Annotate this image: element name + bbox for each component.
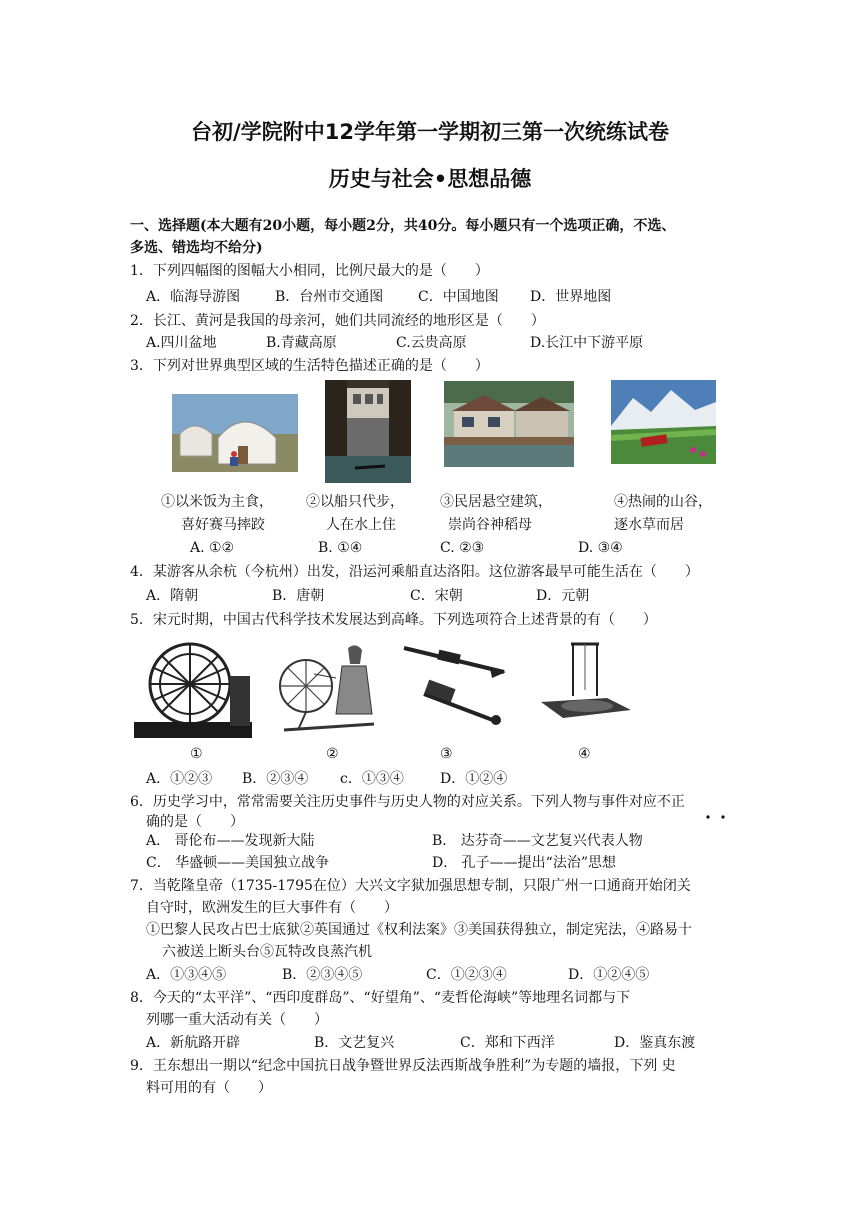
question-8-stem: 8．今天的“太平洋”、“西印度群岛”、“好望角”、“麦哲伦海峡”等地理名词都与下 xyxy=(130,990,631,1006)
q2-option-a: A.四川盆地 xyxy=(146,335,217,351)
exam-title: 台初/学院附中12学年第一学期初三第一次统练试卷 xyxy=(191,120,669,144)
q8-option-c: C．郑和下西洋 xyxy=(460,1035,555,1051)
q3-option-b: B. ①④ xyxy=(318,540,363,556)
q5-option-c: c．①③④ xyxy=(340,771,404,787)
q3-option-a: A. ①② xyxy=(190,540,235,556)
exam-subtitle: 历史与社会•思想品德 xyxy=(328,167,532,191)
question-7-stem: 7．当乾隆皇帝（1735-1795在位）大兴文字狱加强思想专制，只限广州一口通商开始闭关 xyxy=(130,878,691,894)
q3-caption-1-line2: 喜好赛马摔跤 xyxy=(181,517,265,533)
q3-caption-4-line1: ④热闹的山谷， xyxy=(614,494,712,510)
yurt-photo xyxy=(172,394,298,472)
q5-label-1: ① xyxy=(190,746,203,762)
q1-option-d: D．世界地图 xyxy=(530,289,612,305)
q2-option-b: B.青藏高原 xyxy=(266,335,337,351)
q6-option-a: A． 哥伦布——发现新大陆 xyxy=(146,833,315,849)
q3-caption-4-line2: 逐水草而居 xyxy=(614,517,684,533)
spinning-wheel-illustration xyxy=(274,634,386,740)
q5-label-3: ③ xyxy=(440,746,453,762)
q7-option-d: D．①②④⑤ xyxy=(568,967,650,983)
q4-option-b: B．唐朝 xyxy=(272,588,325,604)
question-4-stem: 4．某游客从余杭（今杭州）出发，沿运河乘船直达洛阳。这位游客最早可能生活在（ ） xyxy=(130,564,699,580)
q5-option-a: A．①②③ xyxy=(146,771,213,787)
q6-option-d: D． 孔子——提出“法治”思想 xyxy=(432,855,616,871)
q5-label-4: ④ xyxy=(578,746,591,762)
section-heading-cont: 多选、错选均不给分) xyxy=(130,240,263,256)
q3-caption-2-line2: 人在水上住 xyxy=(326,517,396,533)
question-5-stem: 5．宋元时期，中国古代科学技术发展达到高峰。下列选项符合上述背景的有（ ） xyxy=(130,612,657,628)
question-6-stem: 6．历史学习中，常常需要关注历史事件与历史人物的对应关系。下列人物与事件对应不正 xyxy=(130,794,685,810)
q7-option-c: C．①②③④ xyxy=(426,967,507,983)
q3-caption-3-line2: 崇尚谷神稻母 xyxy=(448,517,532,533)
q6-option-c: C． 华盛顿——美国独立战争 xyxy=(146,855,330,871)
question-7-stem-cont: 自守时，欧洲发生的巨大事件有（ ） xyxy=(146,900,398,916)
q3-caption-1-line1: ①以米饭为主食， xyxy=(161,494,273,510)
q5-label-2: ② xyxy=(326,746,339,762)
q5-option-d: D．①②④ xyxy=(440,771,508,787)
q1-option-a: A．临海导游图 xyxy=(146,289,241,305)
question-2-stem: 2．长江、黄河是我国的母亲河，她们共同流经的地形区是（ ） xyxy=(130,313,545,329)
q3-caption-3-line1: ③民居悬空建筑， xyxy=(440,494,552,510)
q3-caption-2-line1: ②以船只代步， xyxy=(306,494,404,510)
section-heading: 一、选择题(本大题有20小题，每小题2分，共40分。每小题只有一个选项正确，不选、 xyxy=(130,218,676,234)
question-8-stem-cont: 列哪一重大活动有关（ ） xyxy=(146,1012,328,1028)
mountain-train-photo xyxy=(611,380,716,464)
q4-option-a: A．隋朝 xyxy=(146,588,199,604)
question-9-stem: 9．王东想出一期以“纪念中国抗日战争暨世界反法西斯战争胜利”为专题的墙报，下列 史 xyxy=(130,1058,676,1074)
q6-option-b: B． 达芬奇——文艺复兴代表人物 xyxy=(432,833,643,849)
question-3-stem: 3．下列对世界典型区域的生活特色描述正确的是（ ） xyxy=(130,358,489,374)
question-1-stem: 1．下列四幅图的图幅大小相同，比例尺最大的是（ ） xyxy=(130,263,489,279)
q1-option-c: C．中国地图 xyxy=(418,289,499,305)
venice-canal-photo xyxy=(325,380,411,483)
question-6-stem-cont: 确的是（ ） xyxy=(146,814,244,830)
q2-option-d: D.长江中下游平原 xyxy=(530,335,644,351)
q3-option-d: D. ③④ xyxy=(578,540,623,556)
q4-option-c: C．宋朝 xyxy=(410,588,463,604)
stilt-house-photo xyxy=(444,381,574,467)
q2-option-c: C.云贵高原 xyxy=(396,335,467,351)
question-9-stem-cont: 料可用的有（ ） xyxy=(146,1080,272,1096)
q5-option-b: B．②③④ xyxy=(242,771,309,787)
q8-option-b: B．文艺复兴 xyxy=(314,1035,395,1051)
q1-option-b: B．台州市交通图 xyxy=(275,289,384,305)
q3-option-c: C. ②③ xyxy=(440,540,485,556)
q7-option-a: A．①③④⑤ xyxy=(146,967,227,983)
q8-option-a: A．新航路开辟 xyxy=(146,1035,241,1051)
compass-illustration xyxy=(537,640,634,726)
q8-option-d: D．鉴真东渡 xyxy=(614,1035,696,1051)
q7-option-b: B．②③④⑤ xyxy=(282,967,363,983)
question-7-events-cont: 六被送上断头台⑤瓦特改良蒸汽机 xyxy=(162,944,372,960)
q4-option-d: D．元朝 xyxy=(536,588,590,604)
question-7-events: ①巴黎人民攻占巴士底狱②英国通过《权利法案》③美国获得独立，制定宪法，④路易十 xyxy=(146,922,692,938)
water-wheel-illustration xyxy=(134,636,252,738)
fire-lance-illustration xyxy=(400,640,510,736)
emphasis-dots xyxy=(704,814,728,820)
